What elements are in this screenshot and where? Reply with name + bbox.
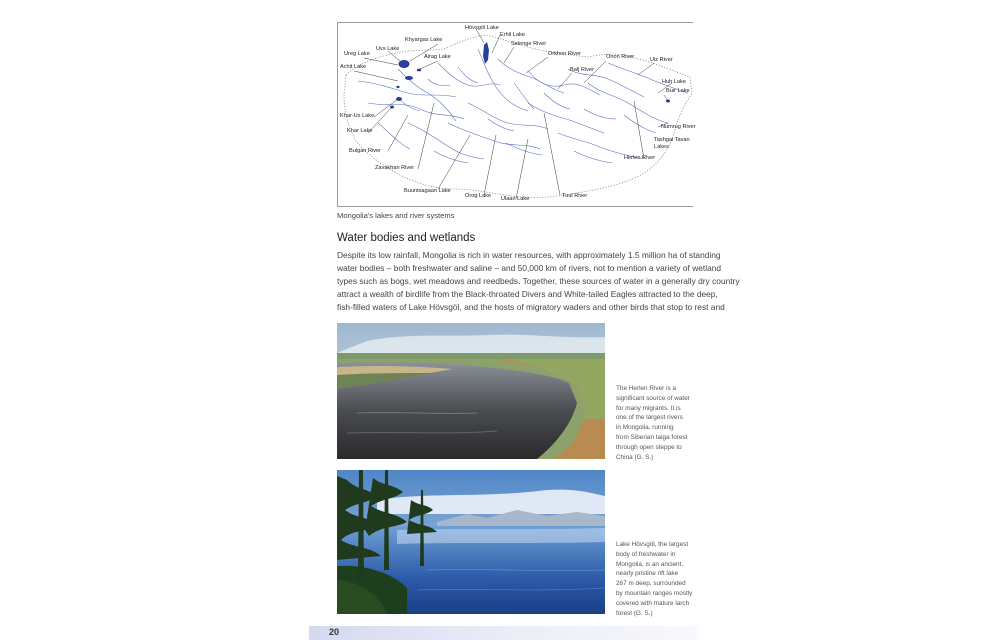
map-label-airag-lake: Airag Lake (424, 54, 451, 60)
caption-line: one of the largest rivers (616, 414, 683, 422)
caption-line: Lake Hövsgöl, the largest (616, 541, 689, 548)
map-label-tuul-river: Tuul River (562, 193, 588, 199)
map-label-orog-lake: Orog Lake (465, 193, 492, 199)
hovsgol-photo-caption (616, 540, 696, 618)
caption-line: in Mongolia, running (616, 424, 674, 432)
caption-line: 267 m deep, surrounded (616, 580, 686, 588)
map-label-buir-lake: Buir Lake (666, 88, 690, 94)
caption-line: by mountain ranges mostly (616, 589, 693, 597)
map-label-selenge-river: Selenge River (511, 41, 547, 47)
caption-line: forest (G. S.) (616, 609, 653, 617)
body-line: Despite its low rainfall, Mongolia is rich in water resources, with approximately 1.5 million ha of standing (337, 250, 721, 260)
lakes-rivers-map (337, 22, 696, 207)
caption-line: nearly pristine rift lake (616, 570, 679, 578)
caption-line: for many migrants. It is (616, 404, 681, 412)
map-label-tashgai-lakes: Lakes (654, 144, 669, 150)
map-caption: Mongolia's lakes and river systems (337, 211, 455, 220)
map-label-orkhon-river: Orkhon River (548, 51, 581, 57)
section-heading: Water bodies and wetlands (337, 232, 476, 244)
map-label-khar-lake: Khar Lake (347, 128, 373, 134)
lake-hovsgol-photo (337, 470, 605, 614)
caption-line: The Herlen River is a (616, 385, 677, 392)
caption-line: Mongolia, is an ancient, (616, 560, 684, 568)
caption-line: China (G. S.) (616, 453, 654, 461)
body-line: water bodies – both freshwater and saline – and 50,000 km of rivers, not to mention a variety of wetland (337, 262, 722, 273)
herlen-river-photo (337, 323, 605, 459)
caption-line: body of freshwater in (616, 550, 676, 558)
map-label-achit-lake: Achit Lake (340, 64, 367, 70)
caption-line: significant source of water (616, 394, 690, 402)
map-label-khyargas-lake: Khyargas Lake (405, 37, 443, 43)
map-label-uvs-lake: Uvs Lake (376, 46, 400, 52)
map-label-khar-us-lake: Khar-Us Lake (340, 113, 375, 119)
map-label-onon-river: Onon River (606, 54, 635, 60)
map-label-erhil-lake: Erhil Lake (500, 32, 525, 38)
map-label-tashgai-tavan: Tashgai Tavan (654, 137, 690, 143)
body-line: fish-filled waters of Lake Hövsgöl, and the hosts of migratory waders and other birds that stop to rest and (337, 301, 725, 312)
map-label-hovsgol-lake: Hövsgöl Lake (465, 25, 499, 31)
map-label-herlen-river: Herlen River (624, 155, 656, 161)
herlen-photo-caption (616, 384, 696, 462)
body-line: attract a wealth of birdlife from the Black-throated Divers and White-tailed Eagles attracted to the deep, (337, 288, 718, 299)
map-label-huh-lake: Huh Lake (662, 79, 686, 85)
caption-line: covered with mature larch (616, 599, 690, 607)
map-label-ulaan-lake: Ulaan Lake (501, 196, 530, 202)
map-label-bulgan-river: Bulgan River (349, 148, 382, 154)
map-label-numrug-river: Numrug River (661, 124, 696, 130)
map-label-buuntsagaan-lake: Buuntsagaan Lake (404, 188, 451, 194)
body-line: types such as bogs, wet meadows and reedbeds. Together, these sources of water in a generally dry country (337, 275, 740, 286)
map-label-zavkhan-river: Zavakhan River (375, 165, 415, 171)
page-number: 20 (329, 627, 340, 637)
page-footer-bar (309, 626, 697, 640)
map-label-balj-river: Balj River (570, 67, 594, 73)
body-paragraph (337, 249, 740, 314)
map-label-ulz-river: Ulz River (650, 57, 673, 63)
caption-line: through open steppe to (616, 443, 682, 451)
caption-line: from Siberian taiga forest (616, 433, 688, 441)
map-label-ureg-lake: Ureg Lake (344, 51, 370, 57)
